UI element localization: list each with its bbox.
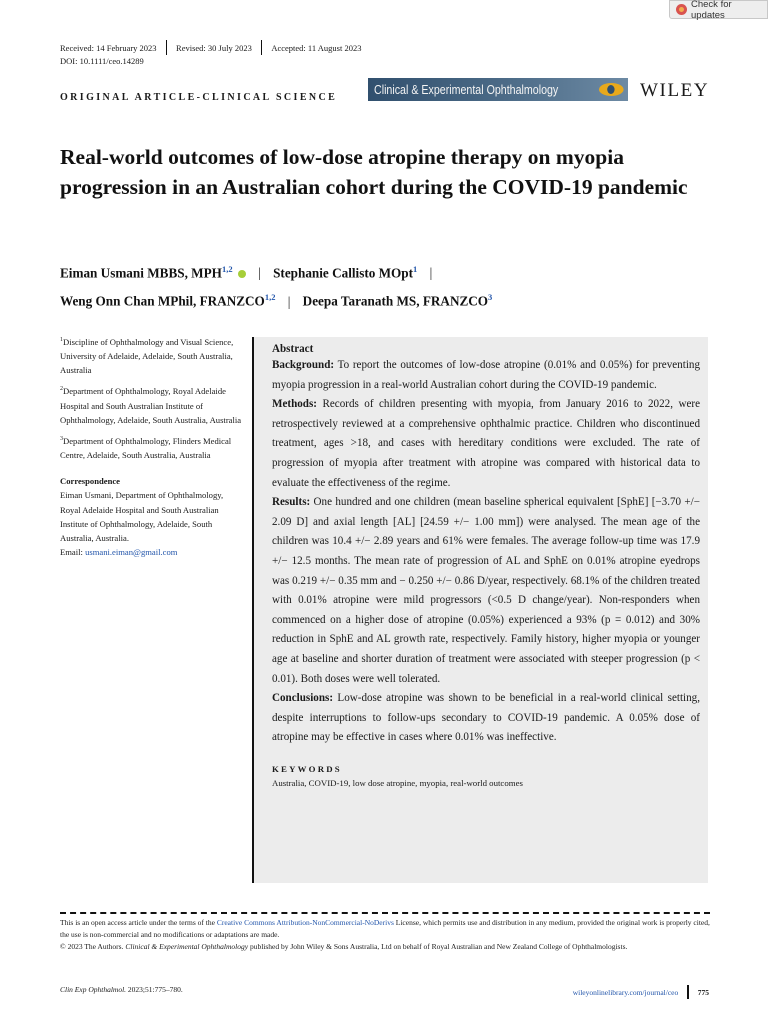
author-affiliation-ref: 1 (413, 264, 418, 274)
accepted-date: Accepted: 11 August 2023 (271, 42, 362, 53)
correspondence-heading: Correspondence (60, 476, 120, 487)
orcid-icon[interactable] (238, 270, 246, 278)
abstract-panel (252, 337, 708, 883)
author-separator: | (258, 265, 261, 281)
page-number: 775 (697, 987, 709, 997)
license-notice: This is an open access article under the terms of the Creative Commons Attribution-NonCommercial-NoDerivs License, which permits use and distribution in any medium, provided the original work is properly cited, the use is non-commercial and no modifications or adaptations are made. © 2023 The Authors. Clinical & Experimental Ophthalmology published by John Wiley & Sons Australia, Ltd on behalf of Royal Australian and New Zealand College of Ophthalmologists. (60, 918, 710, 952)
abstract-heading: Abstract (272, 343, 314, 355)
page-footer (573, 985, 709, 999)
abstract-conclusions: Conclusions: Low-dose atropine was shown to be beneficial in a real-world clinical setting, despite interruptions to follow-ups secondary to COVID-19 pandemic. A 0.05% dose of atropine may be effective in cases where 0.01% was ineffective. (272, 692, 700, 744)
journal-banner (368, 78, 628, 101)
citation: Clin Exp Ophthalmol. 2023;51:775–780. (60, 985, 183, 994)
affiliation: $^3$Department of Ophthalmology, Flinders Medical Centre, Adelaide, South Australia, Australia (60, 435, 232, 460)
author-list (60, 257, 720, 314)
correspondence-text: Eiman Usmani, Department of Ophthalmology, Royal Adelaide Hospital and South Australian Institute of Ophthalmology, Adelaide, South Australia, Australia. Email: usmani.eiman@gmail.com (60, 490, 224, 558)
license-link[interactable]: Creative Commons Attribution-NonCommercial-NoDerivs (216, 918, 394, 927)
divider (261, 40, 263, 55)
revised-date: Revised: 30 July 2023 (176, 42, 252, 53)
affiliations-panel (60, 333, 245, 564)
doi: DOI: 10.1111/ceo.14289 (60, 56, 144, 66)
author-separator: | (429, 265, 433, 281)
affiliation: $^2$Department of Ophthalmology, Royal Adelaide Hospital and South Australian Institute of Ophthalmology, Adelaide, South Australia, Australia (60, 386, 242, 425)
divider (687, 985, 689, 999)
section-label: ORIGINAL ARTICLE-CLINICAL SCIENCE (60, 92, 338, 103)
author-affiliation-ref: 1,2 (264, 292, 276, 303)
eye-logo-icon (599, 83, 624, 96)
publisher-logo: WILEY (640, 80, 710, 101)
keywords-heading: KEYWORDS (272, 763, 342, 774)
author-affiliation-ref: 3 (488, 292, 493, 303)
author-name[interactable]: Weng Onn Chan MPhil, FRANZCO (60, 293, 265, 309)
abstract-methods: Methods: Records of children presenting with myopia, from January 2016 to 2022, were retrospectively reviewed at a comprehensive ophthalmic practice. Children who discontinued treatment, ages >18, and cases with hereditary conditions were excluded. The rate of progression of myopia after treatment with atropine was compared with historical data to evaluate the effectiveness of the regime. (272, 398, 700, 489)
check-updates-label: Check for updates (691, 0, 732, 21)
author-name[interactable]: Stephanie Callisto MOpt (273, 265, 414, 281)
affiliation: $^1$Discipline of Ophthalmology and Visual Science, University of Adelaide, Adelaide, South Australia, Australia (60, 336, 234, 376)
journal-name: Clinical & Experimental Ophthalmology (374, 82, 559, 97)
author-affiliation-ref: 1,2 (221, 264, 233, 274)
footer-divider (60, 912, 710, 914)
author-name[interactable]: Deepa Taranath MS, FRANZCO (302, 293, 489, 309)
article-title: Real-world outcomes of low-dose atropine therapy on myopia progression in an Australian cohort during the COVID-19 pandemic (60, 145, 688, 199)
journal-url-link[interactable]: wileyonlinelibrary.com/journal/ceo (572, 987, 679, 997)
divider (166, 40, 168, 55)
email-link[interactable]: usmani.eiman@gmail.com (85, 547, 178, 558)
abstract-results: Results: One hundred and one children (mean baseline spherical equivalent [SphE] [−3.70 +/− 2.09 D] and axial length [AL] [24.59 +/− 1.00 mm]) were analysed. The mean age of the children was 10.4 +/− 2.89 years and 61% were females. The average follow-up time was 17.9 +/− 12.5 months. The mean rate of progression of AL and SphE on 0.01% atropine eyedrops was 0.219 +/− 0.35 mm and − 0.250 +/− 0.86 D/year, respectively. 68.1% of the children treated with 0.01% atropine were mild progressors (<0.5 D change/year). Non-responders when commenced on a higher dose of atropine (0.05%) experienced a 93% (p = 0.012) and 30% reduction in SphE and AL growth rate, respectively. Family history, higher myopia or younger age at baseline and shorter duration of treatment were associated with steeper progression (p < 0.01). Both doses were well tolerated. (272, 496, 700, 685)
author-name[interactable]: Eiman Usmani MBBS, MPH (60, 265, 222, 281)
author-separator: | (287, 293, 291, 309)
check-updates-icon (676, 4, 687, 15)
check-for-updates-button[interactable] (669, 0, 768, 19)
received-date: Received: 14 February 2023 (60, 42, 157, 53)
keywords-list: Australia, COVID-19, low dose atropine, myopia, real-world outcomes (272, 777, 523, 788)
abstract-background: Background: To report the outcomes of low-dose atropine (0.01% and 0.05%) for preventing myopia progression in a real-world Australian cohort during the COVID-19 pandemic. (272, 359, 700, 391)
article-dates (60, 40, 361, 55)
